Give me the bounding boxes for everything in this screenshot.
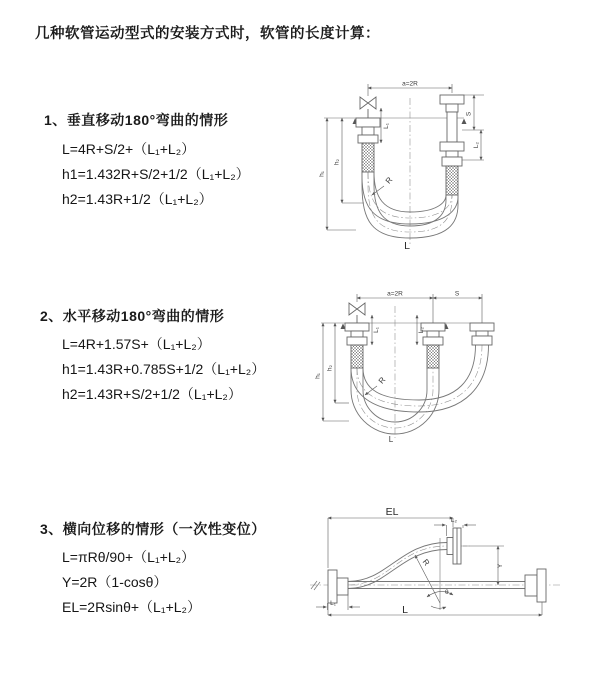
section-2-formula-h2: h2=1.43R+S/2+1/2（L₁+L₂）	[62, 386, 242, 402]
section-2-formula-h1: h1=1.43R+0.785S+1/2（L₁+L₂）	[62, 361, 266, 377]
d2-l-label: L	[388, 435, 394, 444]
d2-h2-label: h₂	[326, 364, 334, 372]
section-3-formula-EL: EL=2Rsinθ+（L₁+L₂）	[62, 599, 201, 615]
d1-l2-label: L₂	[473, 141, 480, 149]
d3-l1-label: L₁	[330, 600, 336, 607]
d1-h1-label: h₁	[318, 171, 326, 177]
valve-icon	[360, 97, 376, 109]
d2-dimensions	[321, 294, 493, 421]
d3-el-label: EL	[385, 506, 399, 518]
d1-r-label: R	[383, 175, 395, 186]
section-2-heading: 2、水平移动180°弯曲的情形	[40, 308, 225, 324]
valve-icon	[349, 303, 365, 315]
section-1-heading: 1、垂直移动180°弯曲的情形	[44, 112, 229, 128]
diagram-vertical-move-180-bend	[312, 78, 537, 253]
d3-l-label: L	[402, 604, 408, 616]
section-1-formula-h2: h2=1.43R+1/2（L₁+L₂）	[62, 191, 213, 207]
d3-r-label: R	[420, 557, 432, 568]
d2-s-label: S	[454, 290, 460, 298]
diagram-lateral-displacement	[300, 502, 585, 652]
section-3-formula-L: L=πRθ/90+（L₁+L₂）	[62, 549, 196, 565]
d2-r-label: R	[376, 375, 388, 386]
d2-hose	[351, 345, 489, 434]
d2-l2-label: L₂	[418, 326, 425, 334]
d1-l1-label: L₁	[383, 123, 390, 129]
d3-dimensions	[316, 518, 542, 615]
d2-fittings	[345, 303, 494, 368]
diagram-horizontal-move-180-bend	[313, 288, 568, 450]
section-1-formula-L: L=4R+S/2+（L₁+L₂）	[62, 141, 196, 157]
d1-span-label: a=2R	[402, 80, 418, 88]
d2-span-label: a=2R	[387, 290, 403, 298]
section-1-formula-h1: h1=1.432R+S/2+1/2（L₁+L₂）	[62, 166, 250, 182]
d1-h2-label: h₂	[333, 158, 341, 166]
d3-break-mark	[311, 581, 320, 590]
d2-l1-label: L₁	[373, 327, 380, 333]
d2-centerlines	[357, 306, 482, 438]
d1-l-label: L	[404, 240, 410, 252]
section-3-formula-Y: Y=2R（1-cosθ）	[62, 574, 168, 590]
d2-h1-label: h₁	[314, 373, 322, 379]
d3-l2-label: L₂	[450, 517, 458, 524]
d3-y-label: Y	[497, 563, 504, 569]
d1-s-label: S	[465, 111, 473, 117]
d3-theta-label: θ	[445, 589, 449, 596]
section-2-formula-L: L=4R+1.57S+（L₁+L₂）	[62, 336, 211, 352]
section-3-heading: 3、横向位移的情形（一次性变位）	[40, 521, 266, 537]
page-title: 几种软管运动型式的安装方式时，软管的长度计算：	[35, 26, 380, 42]
